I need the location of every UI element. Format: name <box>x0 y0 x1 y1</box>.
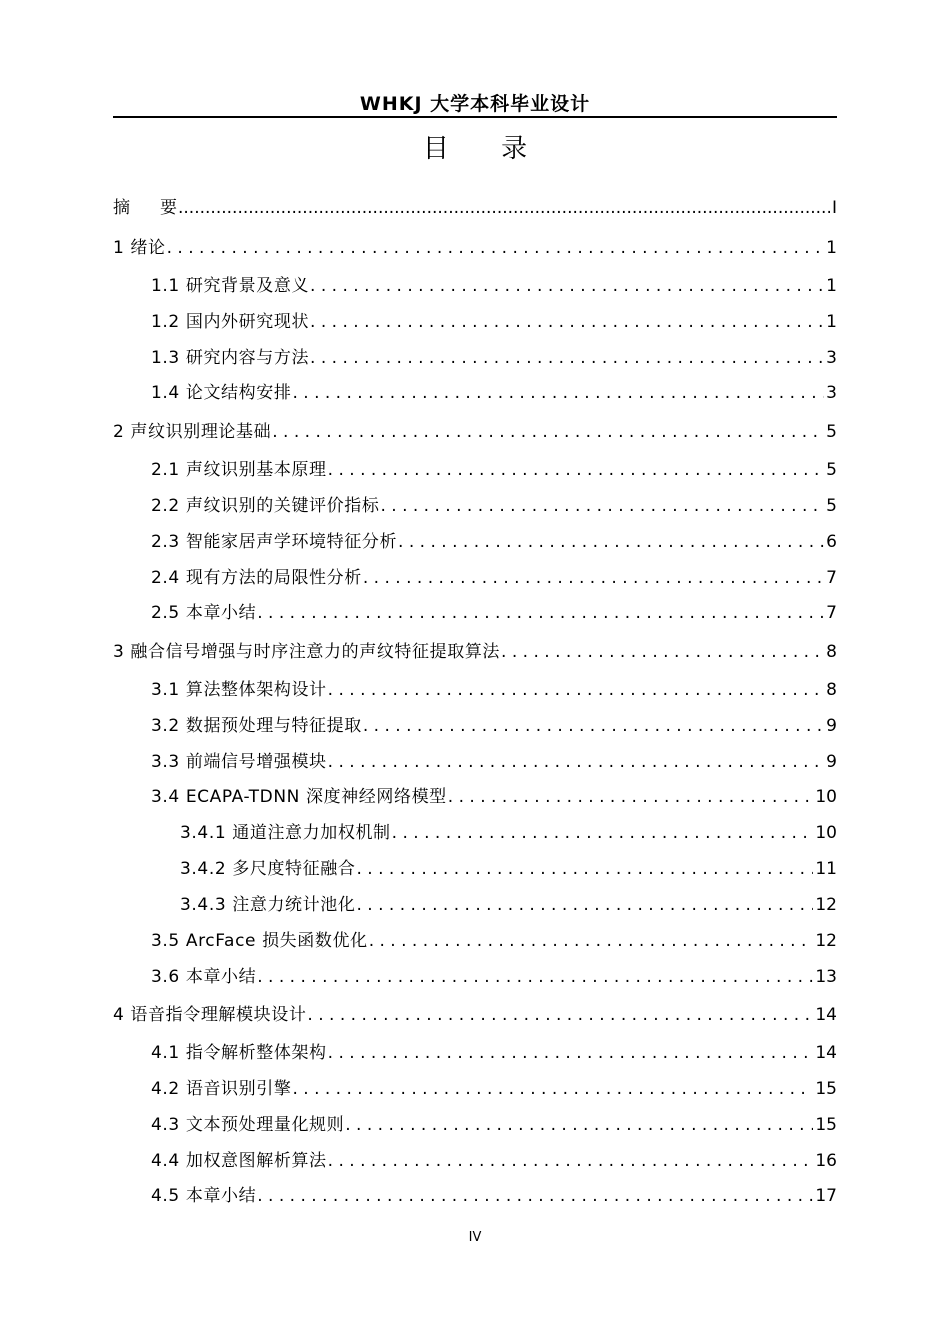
dot-leader <box>257 964 813 990</box>
dot-leader <box>310 345 824 371</box>
toc-entry[interactable] <box>151 529 837 555</box>
toc-entry[interactable] <box>151 457 837 483</box>
dot-leader <box>363 713 824 739</box>
toc-entry-text: 1.2 国内外研究现状 <box>151 312 310 332</box>
dot-leader <box>310 273 824 299</box>
toc-page-number: 15 <box>815 1079 837 1099</box>
dot-leader <box>292 1076 813 1102</box>
dot-leader <box>272 419 824 445</box>
toc-entry-text: 1 绪论 <box>113 238 166 258</box>
toc-entry[interactable] <box>151 713 837 739</box>
toc-entry[interactable] <box>180 856 837 882</box>
toc-entry[interactable] <box>151 273 837 299</box>
toc-entry[interactable] <box>113 235 837 261</box>
running-header: WHKJ 大学本科毕业设计 <box>359 93 591 115</box>
toc-entry-text: 2.5 本章小结 <box>151 603 257 623</box>
toc-page-number: 5 <box>826 422 837 442</box>
toc-entry-text: 3.5 ArcFace 损失函数优化 <box>151 931 368 951</box>
toc-entry[interactable] <box>151 600 837 626</box>
toc-entry-text: 4 语音指令理解模块设计 <box>113 1005 307 1025</box>
toc-entry-text: 3.4.2 多尺度特征融合 <box>180 859 356 879</box>
toc-entry-text: 3.3 前端信号增强模块 <box>151 752 327 772</box>
toc-entry[interactable] <box>113 419 837 445</box>
dot-leader <box>167 235 825 261</box>
toc-entry[interactable] <box>151 928 837 954</box>
toc-entry-text: 2.3 智能家居声学环境特征分析 <box>151 532 398 552</box>
toc-page-number: 5 <box>826 460 837 480</box>
toc-entry-abstract[interactable] <box>113 195 837 221</box>
toc-entry-text: 3.1 算法整体架构设计 <box>151 680 327 700</box>
toc-entry[interactable] <box>113 1002 837 1028</box>
toc-entry[interactable] <box>151 565 837 591</box>
toc-entry[interactable] <box>151 677 837 703</box>
toc-page-number: 8 <box>826 680 837 700</box>
toc-page-number: 14 <box>815 1043 837 1063</box>
toc-entry-text: 3.4 ECAPA-TDNN 深度神经网络模型 <box>151 787 447 807</box>
toc-entry-text: 1.3 研究内容与方法 <box>151 348 310 368</box>
toc-page-number: I <box>831 198 837 218</box>
toc-title: 目 录 <box>422 134 550 164</box>
toc-page-number: 1 <box>826 312 837 332</box>
dot-leader <box>369 928 814 954</box>
toc-entry-text: 4.2 语音识别引擎 <box>151 1079 292 1099</box>
dot-leader <box>328 1040 814 1066</box>
toc-page-number: 6 <box>826 532 837 552</box>
toc-page-number: 12 <box>815 931 837 951</box>
dot-leader <box>328 457 825 483</box>
dot-leader <box>328 1148 814 1174</box>
toc-entry[interactable] <box>151 1112 837 1138</box>
toc-page-number: 13 <box>815 967 837 987</box>
toc-page-number: 7 <box>826 568 837 588</box>
toc-page-number: 1 <box>826 238 837 258</box>
toc-entry[interactable] <box>151 309 837 335</box>
toc-entry-text: 3.4.1 通道注意力加权机制 <box>180 823 391 843</box>
toc-entry[interactable] <box>151 784 837 810</box>
dot-leader <box>356 892 813 918</box>
toc-page-number: 5 <box>826 496 837 516</box>
toc-page-number: 9 <box>826 716 837 736</box>
toc-entry-text: 1.4 论文结构安排 <box>151 383 292 403</box>
dot-leader <box>448 784 814 810</box>
toc-entry[interactable] <box>151 493 837 519</box>
toc-page-number: 7 <box>826 603 837 623</box>
toc-page-number: 14 <box>815 1005 837 1025</box>
dot-leader <box>501 639 824 665</box>
toc-entry-text: 3.4.3 注意力统计池化 <box>180 895 356 915</box>
toc-entry[interactable] <box>151 1076 837 1102</box>
toc-entry-text: 2.2 声纹识别的关键评价指标 <box>151 496 380 516</box>
toc-page-number: 11 <box>815 859 837 879</box>
toc-page-number: 3 <box>826 383 837 403</box>
dot-leader <box>345 1112 813 1138</box>
toc-page-number: 10 <box>815 823 837 843</box>
dot-leader <box>257 600 824 626</box>
toc-entry[interactable] <box>151 380 837 406</box>
toc-page-number: 17 <box>815 1186 837 1206</box>
toc-entry-text: 1.1 研究背景及意义 <box>151 276 310 296</box>
toc-entry[interactable] <box>151 1183 837 1209</box>
dot-leader <box>292 380 824 406</box>
toc-entry[interactable] <box>151 964 837 990</box>
toc-entry-text: 4.4 加权意图解析算法 <box>151 1151 327 1171</box>
toc-entry[interactable] <box>180 892 837 918</box>
toc-entry-text: 3.2 数据预处理与特征提取 <box>151 716 362 736</box>
header-rule <box>113 116 837 118</box>
toc-entry-text: 4.1 指令解析整体架构 <box>151 1043 327 1063</box>
toc-entry-text: 4.3 文本预处理量化规则 <box>151 1115 345 1135</box>
toc-entry[interactable] <box>151 1148 837 1174</box>
dot-leader <box>398 529 824 555</box>
toc-page-number: 1 <box>826 276 837 296</box>
toc-page-number: 15 <box>815 1115 837 1135</box>
toc-entry-text: 2.4 现有方法的局限性分析 <box>151 568 362 588</box>
toc-page-number: 10 <box>815 787 837 807</box>
toc-page-number: 8 <box>826 642 837 662</box>
toc-page-number: 16 <box>815 1151 837 1171</box>
dot-leader <box>363 565 824 591</box>
dot-leader <box>328 677 825 703</box>
toc-entry-text: 4.5 本章小结 <box>151 1186 257 1206</box>
toc-entry[interactable] <box>151 749 837 775</box>
toc-entry[interactable] <box>180 820 837 846</box>
dot-leader <box>380 493 824 519</box>
toc-page-number: 3 <box>826 348 837 368</box>
toc-entry-text: 2.1 声纹识别基本原理 <box>151 460 327 480</box>
dot-leader <box>328 749 825 775</box>
dot-leader <box>392 820 814 846</box>
dot-leader <box>310 309 824 335</box>
toc-entry-text: 2 声纹识别理论基础 <box>113 422 272 442</box>
toc-entry-text: 3 融合信号增强与时序注意力的声纹特征提取算法 <box>113 642 501 662</box>
dot-leader <box>356 856 813 882</box>
dot-leader <box>178 195 830 221</box>
dot-leader <box>307 1002 813 1028</box>
toc-entry[interactable] <box>151 1040 837 1066</box>
toc-page-number: 12 <box>815 895 837 915</box>
toc-page-number: 9 <box>826 752 837 772</box>
dot-leader <box>257 1183 813 1209</box>
toc-entry[interactable] <box>113 639 837 665</box>
page-number: IV <box>468 1230 482 1245</box>
toc-entry[interactable] <box>151 345 837 371</box>
toc-entry-label: 摘 要 <box>113 198 177 218</box>
toc-entry-text: 3.6 本章小结 <box>151 967 257 987</box>
